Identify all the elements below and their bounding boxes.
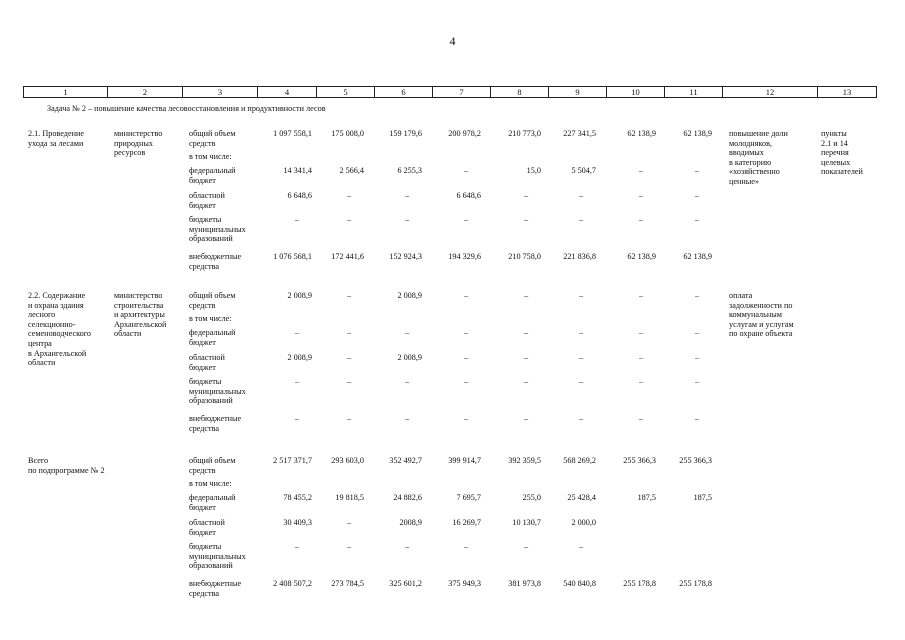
budget-value: –: [404, 215, 410, 224]
section-title: семеноводческого: [28, 329, 91, 339]
responsible-executor: строительства: [114, 300, 164, 310]
funding-source-label: внебюджетные: [189, 252, 242, 261]
budget-value: –: [346, 377, 352, 386]
budget-value: –: [346, 518, 352, 527]
budget-value: –: [294, 542, 300, 551]
budget-value: –: [523, 328, 529, 337]
budget-value: 255 366,3: [679, 456, 712, 465]
budget-value: –: [404, 328, 410, 337]
budget-value: 255 178,8: [679, 579, 712, 588]
funding-source-label: федеральный: [189, 328, 236, 337]
budget-value: –: [404, 377, 410, 386]
expected-result: молодняков,: [729, 138, 772, 148]
budget-value: 187,5: [693, 493, 712, 502]
budget-value: –: [294, 215, 300, 224]
budget-value: 399 914,7: [448, 456, 481, 465]
funding-source-label: образований: [189, 234, 233, 244]
budget-value: 255 178,8: [623, 579, 656, 588]
column-number-header: [23, 86, 877, 98]
expected-result: услугам и услугам: [729, 319, 794, 329]
budget-value: 187,5: [637, 493, 656, 502]
funding-source-label: средства: [189, 261, 220, 271]
budget-value: –: [523, 191, 529, 200]
expected-result: повышение доли: [729, 129, 788, 138]
budget-value: –: [523, 291, 529, 300]
budget-value: –: [463, 215, 469, 224]
budget-value: –: [294, 377, 300, 386]
funding-source-label: бюджет: [189, 502, 216, 512]
expected-result: оплата: [729, 291, 753, 300]
budget-value: –: [523, 353, 529, 362]
funding-source-label: общий объем: [189, 129, 236, 138]
funding-source-label: бюджет: [189, 175, 216, 185]
budget-value: –: [578, 215, 584, 224]
section-title: в Архангельской: [28, 348, 87, 358]
budget-value: 1 097 558,1: [273, 129, 312, 138]
budget-value: –: [694, 291, 700, 300]
budget-value: 25 428,4: [567, 493, 596, 502]
funding-source-label: бюджет: [189, 362, 216, 372]
budget-value: 2 566,4: [339, 166, 364, 175]
budget-value: 2 008,9: [397, 291, 422, 300]
indicator-reference: целевых: [821, 157, 851, 167]
budget-value: 392 359,5: [508, 456, 541, 465]
budget-value: –: [404, 542, 410, 551]
section-title: области: [28, 358, 56, 368]
responsible-executor: министерство: [114, 129, 163, 138]
budget-value: –: [578, 377, 584, 386]
budget-value: –: [694, 377, 700, 386]
expected-result: задолженности по: [729, 300, 793, 310]
col-header: 4: [258, 87, 317, 98]
budget-value: 540 840,8: [563, 579, 596, 588]
responsible-executor: и архитектуры: [114, 310, 165, 320]
funding-source-label: образований: [189, 396, 233, 406]
funding-source-label: образований: [189, 561, 233, 571]
budget-value: –: [294, 414, 300, 423]
budget-value: –: [346, 291, 352, 300]
col-header: 8: [491, 87, 549, 98]
funding-source-label: в том числе:: [189, 479, 232, 488]
budget-value: 200 978,2: [448, 129, 481, 138]
budget-value: 62 138,9: [627, 129, 656, 138]
budget-value: –: [694, 191, 700, 200]
funding-source-label: средства: [189, 588, 220, 598]
budget-value: –: [578, 191, 584, 200]
budget-value: 62 138,9: [683, 129, 712, 138]
funding-source-label: средств: [189, 300, 216, 310]
funding-source-label: муниципальных: [189, 224, 246, 234]
indicator-reference: пункты: [821, 129, 847, 138]
budget-value: 175 008,0: [331, 129, 364, 138]
budget-value: 6 648,6: [456, 191, 481, 200]
budget-value: 1 076 568,1: [273, 252, 312, 261]
budget-value: 152 924,3: [389, 252, 422, 261]
budget-value: –: [523, 215, 529, 224]
budget-value: 62 138,9: [683, 252, 712, 261]
budget-value: 2 000,0: [571, 518, 596, 527]
funding-source-label: в том числе:: [189, 314, 232, 323]
budget-value: –: [523, 542, 529, 551]
funding-source-label: областной: [189, 518, 225, 527]
budget-value: –: [523, 414, 529, 423]
budget-value: 15,0: [526, 166, 541, 175]
budget-value: 352 492,7: [389, 456, 422, 465]
responsible-executor: области: [114, 329, 142, 339]
budget-value: 19 818,5: [335, 493, 364, 502]
section-title: 2.1. Проведение: [28, 129, 84, 138]
budget-value: –: [638, 328, 644, 337]
section-title: ухода за лесами: [28, 138, 84, 148]
funding-source-label: бюджет: [189, 527, 216, 537]
funding-source-label: бюджеты: [189, 377, 222, 386]
funding-source-label: бюджеты: [189, 542, 222, 551]
budget-value: 273 784,5: [331, 579, 364, 588]
budget-value: 227 341,5: [563, 129, 596, 138]
budget-value: –: [638, 353, 644, 362]
budget-value: –: [694, 353, 700, 362]
budget-value: 210 773,0: [508, 129, 541, 138]
col-header: 9: [549, 87, 607, 98]
funding-source-label: муниципальных: [189, 551, 246, 561]
budget-value: –: [463, 414, 469, 423]
section-title: по подпрограмме № 2: [28, 465, 105, 475]
funding-source-label: федеральный: [189, 166, 236, 175]
section-title: Всего: [28, 456, 49, 465]
budget-value: –: [578, 542, 584, 551]
budget-value: –: [346, 542, 352, 551]
budget-value: 375 949,3: [448, 579, 481, 588]
col-header: 1: [24, 87, 108, 98]
page-number: 4: [449, 34, 456, 48]
section-title: селекционно-: [28, 319, 76, 329]
col-header: 2: [108, 87, 183, 98]
col-header: 3: [183, 87, 258, 98]
budget-value: –: [346, 414, 352, 423]
budget-value: –: [638, 414, 644, 423]
col-header: 13: [818, 87, 877, 98]
indicator-reference: перечня: [821, 148, 849, 158]
funding-source-label: федеральный: [189, 493, 236, 502]
budget-value: –: [523, 377, 529, 386]
budget-value: –: [638, 377, 644, 386]
col-header: 5: [317, 87, 375, 98]
budget-value: –: [463, 328, 469, 337]
budget-value: 24 882,6: [393, 493, 422, 502]
budget-value: –: [404, 191, 410, 200]
funding-source-label: средств: [189, 465, 216, 475]
funding-source-label: бюджет: [189, 337, 216, 347]
responsible-executor: министерство: [114, 291, 163, 300]
budget-value: 10 130,7: [512, 518, 541, 527]
funding-source-label: общий объем: [189, 291, 236, 300]
budget-value: 16 269,7: [452, 518, 481, 527]
section-title: центра: [28, 339, 52, 348]
budget-value: 568 269,2: [563, 456, 596, 465]
budget-value: –: [346, 215, 352, 224]
responsible-executor: ресурсов: [114, 148, 146, 158]
section-title: и охрана здания: [28, 300, 84, 310]
budget-value: –: [638, 215, 644, 224]
budget-value: 2 008,9: [397, 353, 422, 362]
budget-value: –: [346, 353, 352, 362]
budget-value: 62 138,9: [627, 252, 656, 261]
col-header: 7: [433, 87, 491, 98]
indicator-reference: показателей: [821, 167, 863, 177]
budget-value: –: [294, 328, 300, 337]
section-title: 2.2. Содержание: [28, 291, 86, 300]
funding-source-label: в том числе:: [189, 152, 232, 161]
budget-value: 7 695,7: [456, 493, 481, 502]
budget-value: 2 008,9: [287, 291, 312, 300]
budget-value: –: [346, 191, 352, 200]
section-title: лесного: [28, 310, 56, 320]
indicator-reference: 2.1 и 14: [821, 138, 848, 148]
budget-value: 2 008,9: [287, 353, 312, 362]
budget-value: 2008,9: [399, 518, 422, 527]
budget-value: –: [463, 377, 469, 386]
funding-source-label: бюджет: [189, 200, 216, 210]
budget-value: 159 179,6: [389, 129, 422, 138]
budget-value: 14 341,4: [283, 166, 312, 175]
budget-value: 210 758,0: [508, 252, 541, 261]
budget-value: –: [694, 166, 700, 175]
budget-value: 172 441,6: [331, 252, 364, 261]
budget-value: –: [578, 353, 584, 362]
budget-value: 2 517 371,7: [273, 456, 312, 465]
budget-value: –: [463, 166, 469, 175]
budget-value: –: [578, 328, 584, 337]
budget-value: –: [404, 414, 410, 423]
expected-result: в категорию: [729, 157, 772, 167]
funding-source-label: муниципальных: [189, 386, 246, 396]
funding-source-label: бюджеты: [189, 215, 222, 224]
budget-value: 255 366,3: [623, 456, 656, 465]
budget-value: –: [578, 414, 584, 423]
budget-value: 293 603,0: [331, 456, 364, 465]
budget-value: –: [694, 414, 700, 423]
budget-value: –: [638, 166, 644, 175]
budget-value: 381 973,8: [508, 579, 541, 588]
budget-value: 30 409,3: [283, 518, 312, 527]
budget-value: –: [578, 291, 584, 300]
budget-value: –: [638, 291, 644, 300]
col-header: 6: [375, 87, 433, 98]
budget-value: 325 601,2: [389, 579, 422, 588]
funding-source-label: средств: [189, 138, 216, 148]
expected-result: ценные»: [729, 177, 760, 186]
col-header: 11: [665, 87, 723, 98]
funding-source-label: общий объем: [189, 456, 236, 465]
responsible-executor: природных: [114, 138, 153, 148]
budget-value: –: [694, 328, 700, 337]
budget-value: –: [463, 353, 469, 362]
task-title: Задача № 2 – повышение качества лесовосстановления и продуктивности лесов: [47, 104, 326, 113]
col-header: 12: [723, 87, 818, 98]
budget-value: –: [463, 291, 469, 300]
budget-value: –: [694, 215, 700, 224]
budget-value: 78 455,2: [283, 493, 312, 502]
budget-value: 5 504,7: [571, 166, 596, 175]
budget-value: 2 408 507,2: [273, 579, 312, 588]
budget-value: 6 648,6: [287, 191, 312, 200]
col-header: 10: [607, 87, 665, 98]
funding-source-label: внебюджетные: [189, 579, 242, 588]
budget-value: –: [346, 328, 352, 337]
expected-result: коммунальным: [729, 310, 782, 320]
funding-source-label: внебюджетные: [189, 414, 242, 423]
funding-source-label: средства: [189, 423, 220, 433]
budget-value: –: [638, 191, 644, 200]
budget-value: 221 836,8: [563, 252, 596, 261]
funding-source-label: областной: [189, 191, 225, 200]
budget-value: 255,0: [522, 493, 541, 502]
funding-source-label: областной: [189, 353, 225, 362]
expected-result: по охране объекта: [729, 329, 793, 339]
responsible-executor: Архангельской: [114, 319, 167, 329]
expected-result: вводимых: [729, 148, 764, 158]
budget-value: 194 329,6: [448, 252, 481, 261]
budget-value: –: [463, 542, 469, 551]
expected-result: «хозяйственно: [729, 167, 780, 177]
budget-value: 6 255,3: [397, 166, 422, 175]
